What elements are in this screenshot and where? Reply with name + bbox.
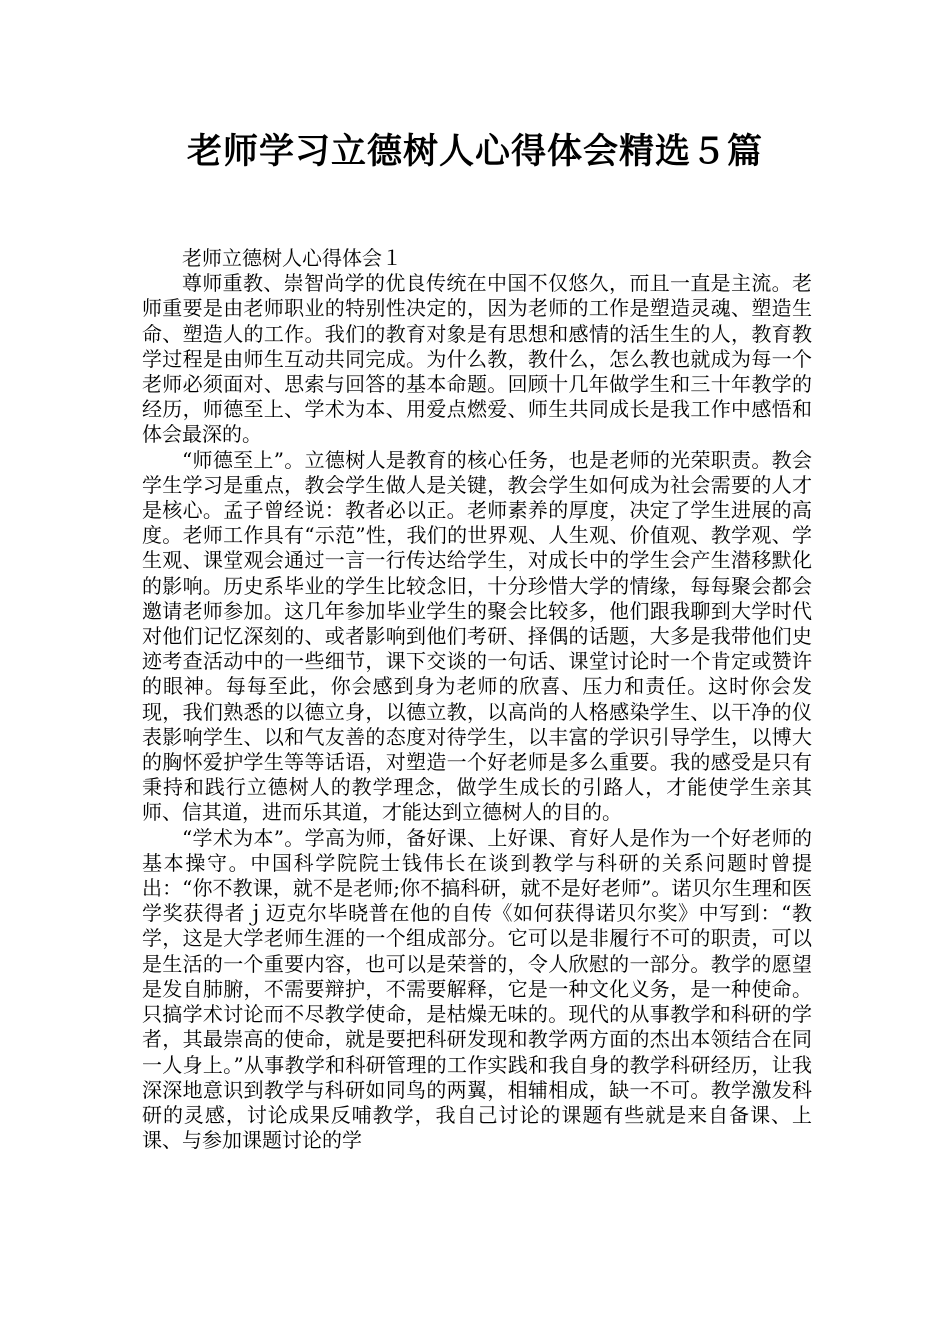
paragraph-1: 尊师重教、崇智尚学的优良传统在中国不仅悠久，而且一直是主流。老师重要是由老师职业的特别性决定的，因为老师的工作是塑造灵魂、塑造生命、塑造人的工作。我们的教育对象是有思想和感情的活生生的人，教育教学过程是由师生互动共同完成。为什么教，教什么，怎么教也就成为每一个老师必须面对、思索与回答的基本命题。回顾十几年做学生和三十年教学的经历，师德至上、学术为本、用爱点燃爱、师生共同成长是我工作中感悟和体会最深的。 <box>142 271 812 447</box>
section-heading: 老师立德树人心得体会１ <box>182 246 402 270</box>
document-body <box>142 246 812 1153</box>
document-title: 老师学习立德树人心得体会精选５篇 <box>186 132 763 172</box>
paragraph-3: “学术为本”。学高为师，备好课、上好课、育好人是作为一个好老师的基本操守。中国科学院院士钱伟长在谈到教学与科研的关系问题时曾提出：“你不教课，就不是老师;你不搞科研，就不是好老师”。诺贝尔生理和医学奖获得者ｊ迈克尔毕晓普在他的自传《如何获得诺贝尔奖》中写到：“教学，这是大学老师生涯的一个组成部分。它可以是非履行不可的职责，可以是生活的一个重要内容，也可以是荣誉的，令人欣慰的一部分。教学的愿望是发自肺腑，不需要辩护，不需要解释，它是一种文化义务，是一种使命。只搞学术讨论而不尽教学使命，是枯燥无味的。现代的从事教学和科研的学者，其最崇高的使命，就是要把科研发现和教学两方面的杰出本领结合在同一人身上。”从事教学和科研管理的工作实践和我自身的教学科研经历，让我深深地意识到教学与科研如同鸟的两翼，相辅相成，缺一不可。教学激发科研的灵感，讨论成果反哺教学，我自己讨论的课题有些就是来自备课、上课、与参加课题讨论的学 <box>142 825 812 1153</box>
paragraph-2: “师德至上”。立德树人是教育的核心任务，也是老师的光荣职责。教会学生学习是重点，教会学生做人是关键，教会学生如何成为社会需要的人才是核心。孟子曾经说：教者必以正。老师素养的厚度，决定了学生进展的高度。老师工作具有“示范”性，我们的世界观、人生观、价值观、教学观、学生观、课堂观会通过一言一行传达给学生，对成长中的学生会产生潜移默化的影响。历史系毕业的学生比较念旧，十分珍惜大学的情缘，每每聚会都会邀请老师参加。这几年参加毕业学生的聚会比较多，他们跟我聊到大学时代对他们记忆深刻的、或者影响到他们考研、择偶的话题，大多是我带他们史迹考查活动中的一些细节，课下交谈的一句话、课堂讨论时一个肯定或赞许的眼神。每每至此，你会感到身为老师的欣喜、压力和责任。这时你会发现，我们熟悉的以德立身，以德立教，以高尚的人格感染学生、以干净的仪表影响学生、以和气友善的态度对待学生，以丰富的学识引导学生，以博大的胸怀爱护学生等等话语，对塑造一个好老师是多么重要。我的感受是只有秉持和践行立德树人的教学理念，做学生成长的引路人，才能使学生亲其师、信其道，进而乐其道，才能达到立德树人的目的。 <box>142 447 812 825</box>
